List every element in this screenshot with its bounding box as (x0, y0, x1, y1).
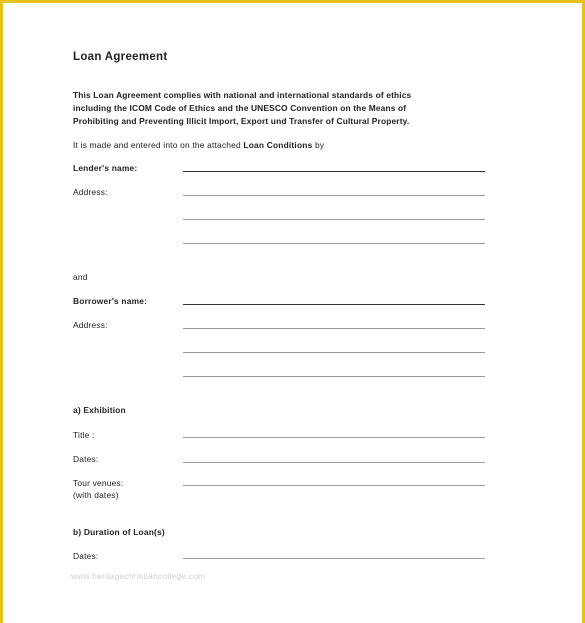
lender-address-field-1[interactable] (183, 195, 485, 196)
duration-dates-label: Dates: (73, 551, 99, 561)
watermark-text: www.heritagechristiancollege.com (71, 571, 206, 581)
made-suffix: by (312, 140, 325, 150)
exhibition-dates-field[interactable] (183, 462, 485, 463)
lender-address-field-2[interactable] (183, 219, 485, 220)
exhibition-title-label: Title : (73, 430, 95, 440)
tour-venues-field[interactable] (183, 485, 485, 486)
exhibition-dates-label: Dates: (73, 454, 99, 464)
intro-line: including the ICOM Code of Ethics and the UNESCO Convention on the Means of (73, 103, 407, 113)
borrower-address-field-1[interactable] (183, 328, 485, 329)
intro-paragraph (73, 89, 493, 128)
intro-line: Prohibiting and Preventing Illicit Import, Export und Transfer of Cultural Property. (73, 116, 410, 126)
loan-conditions-link: Loan Conditions (243, 140, 313, 150)
duration-dates-field[interactable] (183, 558, 485, 559)
exhibition-title-field[interactable] (183, 437, 485, 438)
lender-name-field[interactable] (183, 171, 485, 172)
made-prefix: It is made and entered into on the attached (73, 140, 244, 150)
and-text: and (73, 272, 88, 282)
made-entered-sentence (73, 139, 324, 151)
borrower-address-field-2[interactable] (183, 352, 485, 353)
page-title: Loan Agreement (73, 51, 168, 63)
section-exhibition-heading: a) Exhibition (73, 405, 126, 415)
intro-line: This Loan Agreement complies with national and international standards of ethics (73, 90, 412, 100)
borrower-address-label: Address: (73, 320, 108, 330)
section-duration-heading: b) Duration of Loan(s) (73, 527, 165, 537)
borrower-name-field[interactable] (183, 304, 485, 305)
lender-address-field-3[interactable] (183, 243, 485, 244)
tour-venues-label: Tour venues: (73, 478, 124, 488)
document-page (3, 3, 582, 623)
borrower-name-label: Borrower's name: (73, 296, 148, 306)
lender-name-label: Lender's name: (73, 163, 138, 173)
borrower-address-field-3[interactable] (183, 376, 485, 377)
tour-venues-sublabel: (with dates) (73, 490, 119, 500)
lender-address-label: Address: (73, 187, 108, 197)
